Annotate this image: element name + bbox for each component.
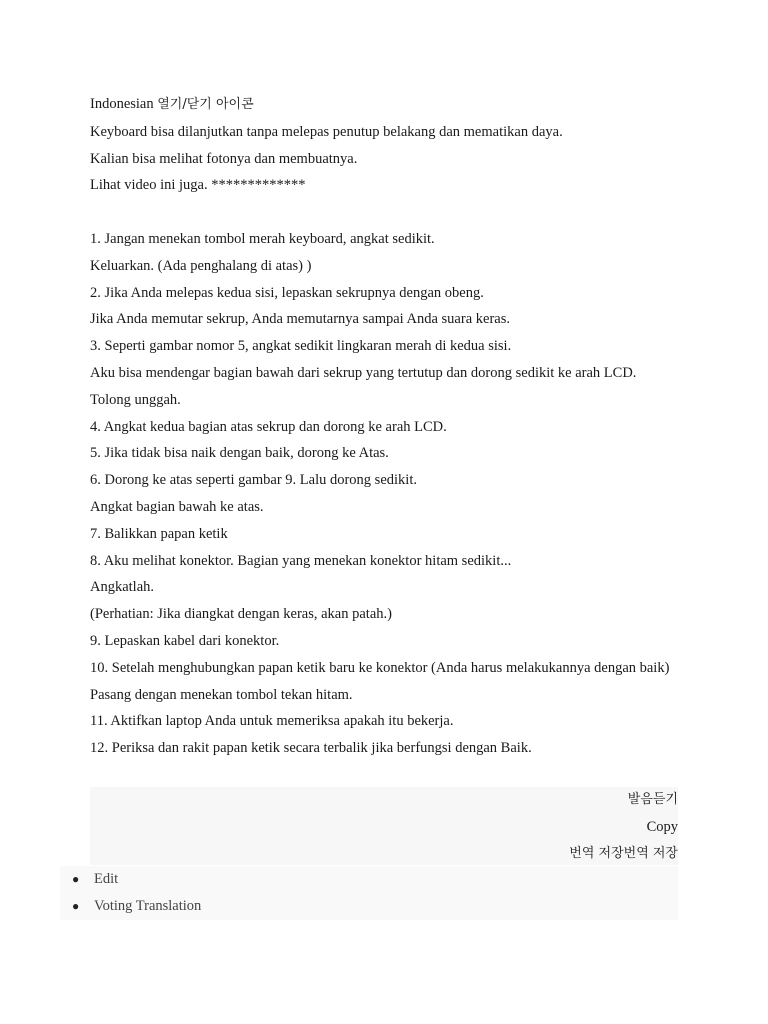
step-line: Angkatlah. — [90, 579, 155, 596]
step-line: 10. Setelah menghubungkan papan ketik baru ke konektor (Anda harus melakukannya dengan baik) — [90, 659, 670, 676]
step-line: 7. Balikkan papan ketik — [90, 525, 228, 542]
blank-line — [90, 199, 680, 226]
document-body — [90, 91, 680, 762]
step-line: 5. Jika tidak bisa naik dengan baik, dorong ke Atas. — [90, 445, 389, 462]
step-line: 3. Seperti gambar nomor 5, angkat sedikit lingkaran merah di kedua sisi. — [90, 338, 512, 355]
translation-menu — [60, 866, 678, 920]
step-line: Aku bisa mendengar bagian bawah dari sekrup yang tertutup dan dorong sedikit ke arah LCD. — [90, 364, 637, 381]
listen-pronunciation-button[interactable]: 발음듣기 — [627, 792, 678, 807]
step-line: (Perhatian: Jika diangkat dengan keras, akan patah.) — [90, 606, 392, 623]
intro-line: Kalian bisa melihat fotonya dan membuatnya. — [90, 150, 358, 167]
step-line: 6. Dorong ke atas seperti gambar 9. Lalu dorong sedikit. — [90, 472, 417, 489]
step-line: 9. Lepaskan kabel dari konektor. — [90, 632, 280, 649]
language-header — [90, 91, 680, 119]
intro-line: Keyboard bisa dilanjutkan tanpa melepas penutup belakang dan mematikan daya. — [90, 123, 563, 140]
step-line: Tolong unggah. — [90, 391, 181, 408]
step-line: Jika Anda memutar sekrup, Anda memutarnya sampai Anda suara keras. — [90, 311, 510, 328]
step-line: Pasang dengan menekan tombol tekan hitam. — [90, 686, 353, 703]
menu-item-label: Edit — [94, 871, 119, 887]
intro-line: Lihat video ini juga. ************* — [90, 177, 306, 194]
language-label: Indonesian — [90, 96, 154, 112]
menu-item-edit[interactable] — [60, 866, 678, 893]
step-line: 12. Periksa dan rakit papan ketik secara terbalik jika berfungsi dengan Baik. — [90, 740, 532, 757]
step-line: Angkat bagian bawah ke atas. — [90, 498, 264, 515]
step-line: Keluarkan. (Ada penghalang di atas) ) — [90, 257, 312, 274]
step-line: 8. Aku melihat konektor. Bagian yang menekan konektor hitam sedikit... — [90, 552, 512, 569]
bullet-icon: ● — [72, 899, 80, 913]
menu-item-voting-translation[interactable] — [60, 893, 678, 920]
step-line: 1. Jangan menekan tombol merah keyboard, angkat sedikit. — [90, 230, 435, 247]
toggle-icon-label[interactable]: 열기/닫기 아이콘 — [157, 97, 254, 112]
menu-item-label: Voting Translation — [94, 898, 202, 914]
save-translation-button[interactable]: 번역 저장번역 저장 — [569, 845, 678, 861]
translation-actions-panel — [90, 787, 678, 865]
bullet-icon: ● — [72, 872, 80, 886]
step-line: 2. Jika Anda melepas kedua sisi, lepaskan sekrupnya dengan obeng. — [90, 284, 484, 301]
step-line: 11. Aktifkan laptop Anda untuk memeriksa apakah itu bekerja. — [90, 713, 454, 730]
step-line: 4. Angkat kedua bagian atas sekrup dan dorong ke arah LCD. — [90, 418, 447, 435]
copy-button[interactable]: Copy — [646, 818, 678, 835]
